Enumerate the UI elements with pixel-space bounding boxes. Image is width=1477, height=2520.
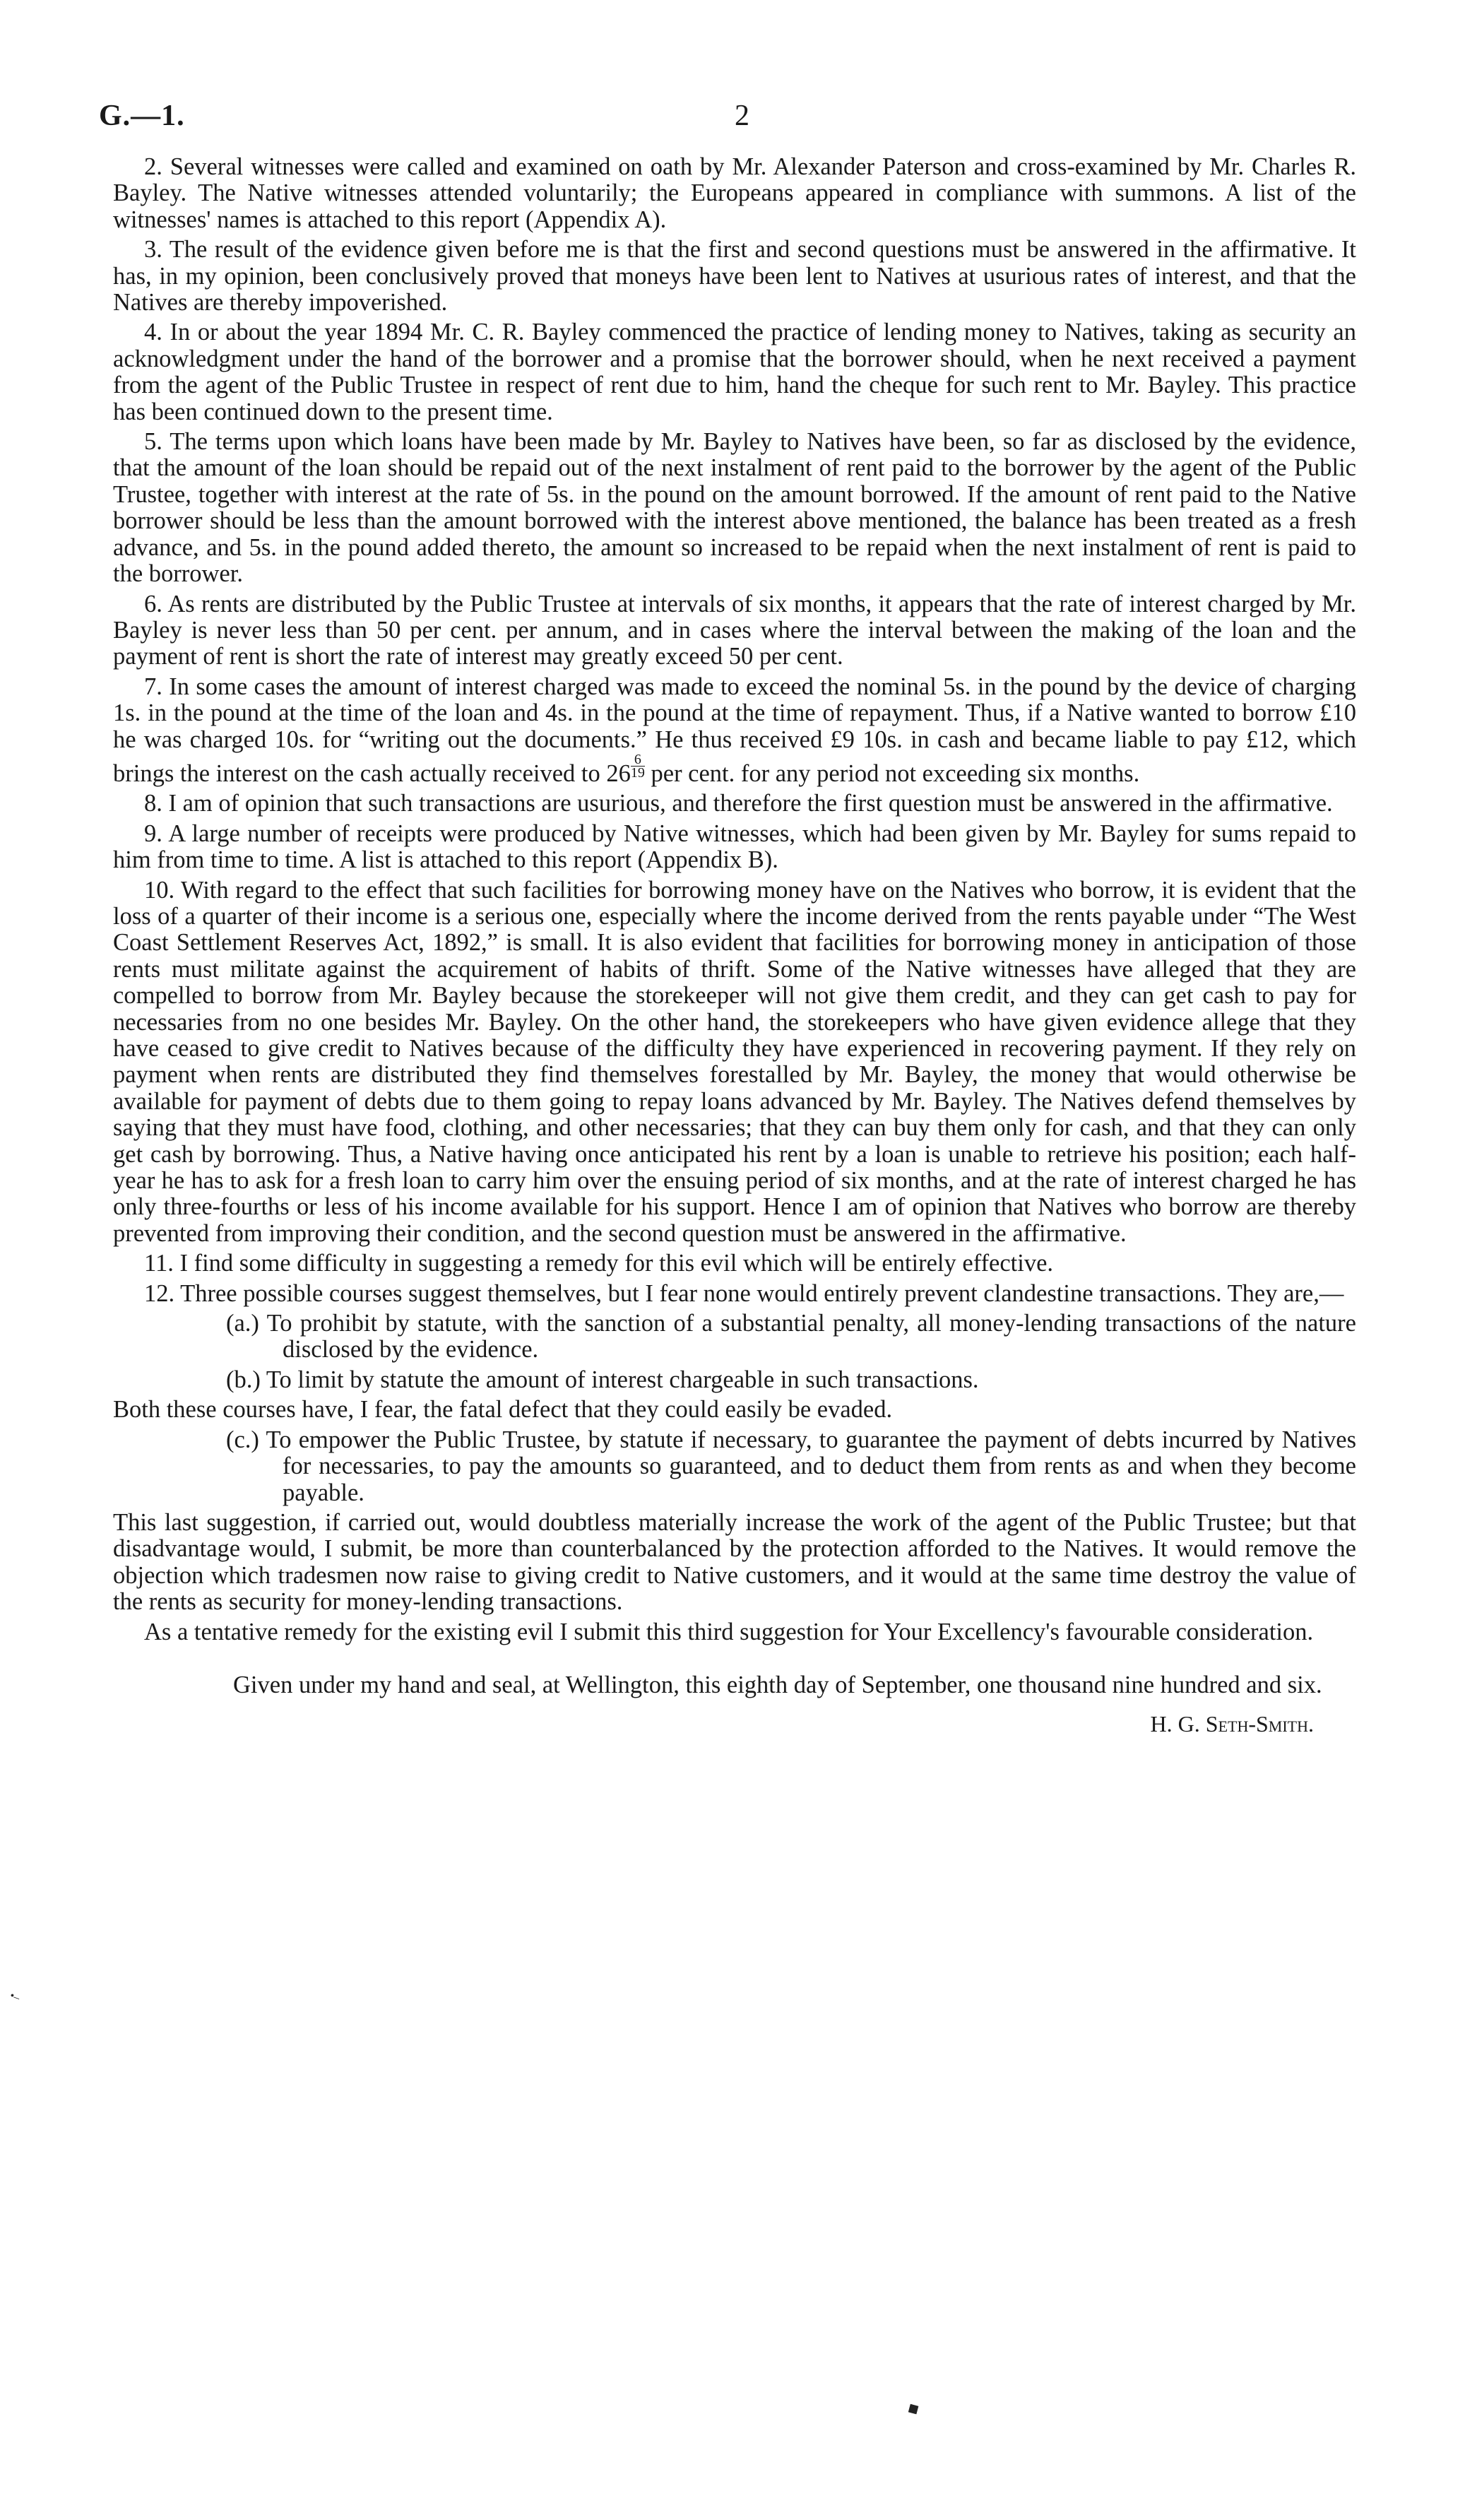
report-body [113,154,1356,1738]
closing-statement: Given under my hand and seal, at Wellington, this eighth day of September, one thousand nine hundred and six. [233,1671,1322,1698]
paragraph-3: 3. The result of the evidence given before me is that the first and second questions must be answered in the affirmative. It has, in my opinion, been conclusively proved that moneys have been lent to Natives at usurious rates of interest, and that the Natives are thereby impoverished. [113,236,1356,317]
fraction-numerator: 6 [631,753,645,767]
submission: As a tentative remedy for the existing evil I submit this third suggestion for Your Excellency's favourable consideration. [144,1618,1314,1645]
paragraph-9: 9. A large number of receipts were produced by Native witnesses, which had been given by Mr. Bayley for sums repaid to him from time to time. A list is attached to this report (Appendix B). [113,820,1356,874]
option-b: (b.) To limit by statute the amount of interest chargeable in such transactions. [226,1366,979,1393]
option-a: (a.) To prohibit by statute, with the sanction of a substantial penalty, all money-lending transactions of the nature disclosed by the evidence. [226,1310,1356,1363]
paragraph-7-text: 7. In some cases the amount of interest charged was made to exceed the nominal 5s. in the pound by the device of charging 1s. in the pound at the time of the loan and 4s. in the pound at the time of repayment. Thus, if a Native wanted to borrow £10 he was charged 10s. for “writing out the documents.” He thus received £9 10s. in cash and became liable to pay £12, which brings the interest on the cash actually received to 26 [113,673,1356,787]
paragraph-4: 4. In or about the year 1894 Mr. C. R. Bayley commenced the practice of lending money to Natives, taking as security an acknowledgment under the hand of the borrower and a promise that the borrower should, when he next received a payment from the agent of the Public Trustee in respect of rent due to him, hand the cheque for such rent to Mr. Bayley. This practice has been continued down to the present time. [113,319,1356,425]
document-reference: G.—1. [99,100,185,132]
paragraph-5: 5. The terms upon which loans have been made by Mr. Bayley to Natives have been, so far as disclosed by the evidence, that the amount of the loan should be repaid out of the next instalment of rent paid to the borrower by the agent of the Public Trustee, together with interest at the rate of 5s. in the pound on the amount borrowed. If the amount of rent paid to the Native borrower should be less than the amount borrowed with the interest above mentioned, the balance has been treated as a fresh advance, and 5s. in the pound added thereto, the amount so increased to be repaid when the next instalment of rent is paid to the borrower. [113,428,1356,588]
paragraph-11: 11. I find some difficulty in suggesting a remedy for this evil which will be entirely effective. [144,1250,1054,1277]
signature: H. G. Seth-Smith. [1150,1711,1314,1737]
interest-fraction [631,753,645,779]
fraction-denominator: 19 [630,764,645,781]
ink-blot: ◆ [903,2397,923,2419]
evasion-note: Both these courses have, I fear, the fatal defect that they could easily be evaded. [113,1396,893,1424]
option-c: (c.) To empower the Public Trustee, by statute if necessary, to guarantee the payment of debts incurred by Natives for necessaries, to pay the amounts so guaranteed, and to deduct them from rents as and when they become payable. [226,1426,1356,1506]
paragraph-10: 10. With regard to the effect that such facilities for borrowing money have on the Natives who borrow, it is evident that the loss of a quarter of their income is a serious one, especially where the income derived from the rents payable under “The West Coast Settlement Reserves Act, 1892,” is small. It is also evident that facilities for borrowing money in anticipation of those rents must militate against the acquirement of habits of thrift. Some of the Native witnesses have alleged that they are compelled to borrow from Mr. Bayley because the storekeeper will not give them credit, and they can get cash to pay for necessaries from no one besides Mr. Bayley. On the other hand, the storekeepers who have given evidence allege that they have ceased to give credit to Natives because of the difficulty they have experienced in recovering payment. If they rely on payment when rents are distributed they find themselves forestalled by Mr. Bayley, the money that would otherwise be available for payment of debts due to them going to repay loans advanced by Mr. Bayley. The Natives defend themselves by saying that they must have food, clothing, and other necessaries; that they can buy them only for cash, and that they can only get cash by borrowing. Thus, a Native having once anticipated his rent by a loan is unable to retrieve his position; each half-year he has to ask for a fresh loan to carry him over the ensuing period of six months, and at the rate of interest charged he has only three-fourths or less of his income available for his support. Hence I am of opinion that Natives who borrow are thereby prevented from improving their condition, and the second question must be answered in the affirmative. [113,876,1356,1247]
page-number: 2 [735,100,749,132]
paragraph-2: 2. Several witnesses were called and examined on oath by Mr. Alexander Paterson and cross-examined by Mr. Charles R. Bayley. The Native witnesses attended voluntarily; the Europeans appeared in compliance with summons. A list of the witnesses' names is attached to this report (Appendix A). [113,153,1356,233]
paragraph-8: 8. I am of opinion that such transactions are usurious, and therefore the first question must be answered in the affirmative. [144,790,1333,817]
paragraph-12: 12. Three possible courses suggest themselves, but I fear none would entirely prevent clandestine transactions. They are,— [144,1279,1344,1307]
paragraph-6: 6. As rents are distributed by the Public Trustee at intervals of six months, it appears that the rate of interest charged by Mr. Bayley is never less than 50 per cent. per annum, and in cases where the interval between the making of the loan and the payment of rent is short the rate of interest may greatly exceed 50 per cent. [113,590,1356,670]
final-comment: This last suggestion, if carried out, would doubtless materially increase the work of the agent of the Public Trustee; but that disadvantage would, I submit, be more than counterbalanced by the protection afforded to the Natives. It would remove the objection which tradesmen now raise to giving credit to Native customers, and it would at the same time destroy the value of the rents as security for money-lending transactions. [113,1508,1356,1616]
paragraph-7 [113,674,1356,788]
paragraph-7-text-end: per cent. for any period not exceeding six months. [644,759,1140,787]
margin-mark: •– [8,1989,22,2004]
page-header [99,99,1370,148]
